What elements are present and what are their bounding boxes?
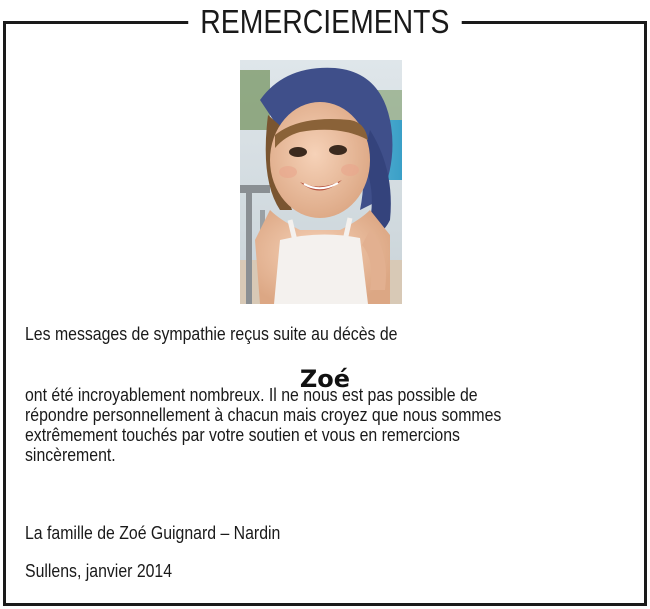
deceased-name: Zoé [299, 365, 351, 393]
notice-title: REMERCIEMENTS [188, 0, 461, 44]
message-line: ont été incroyablement nombreux. Il ne nous est pas possible de [25, 385, 478, 405]
place-and-date: Sullens, janvier 2014 [25, 561, 173, 581]
portrait-photo [240, 60, 402, 304]
message-body [25, 385, 625, 465]
family-signature: La famille de Zoé Guignard – Nardin [25, 523, 281, 543]
message-line: sincèrement. [25, 445, 116, 465]
message-line: répondre personnellement à chacun mais croyez que nous sommes [25, 405, 502, 425]
intro-text: Les messages de sympathie reçus suite au décès de [25, 324, 398, 344]
portrait-illustration [240, 60, 402, 304]
title-bar [0, 0, 650, 44]
message-line: extrêmement touchés par votre soutien et vous en remercions [25, 425, 460, 445]
